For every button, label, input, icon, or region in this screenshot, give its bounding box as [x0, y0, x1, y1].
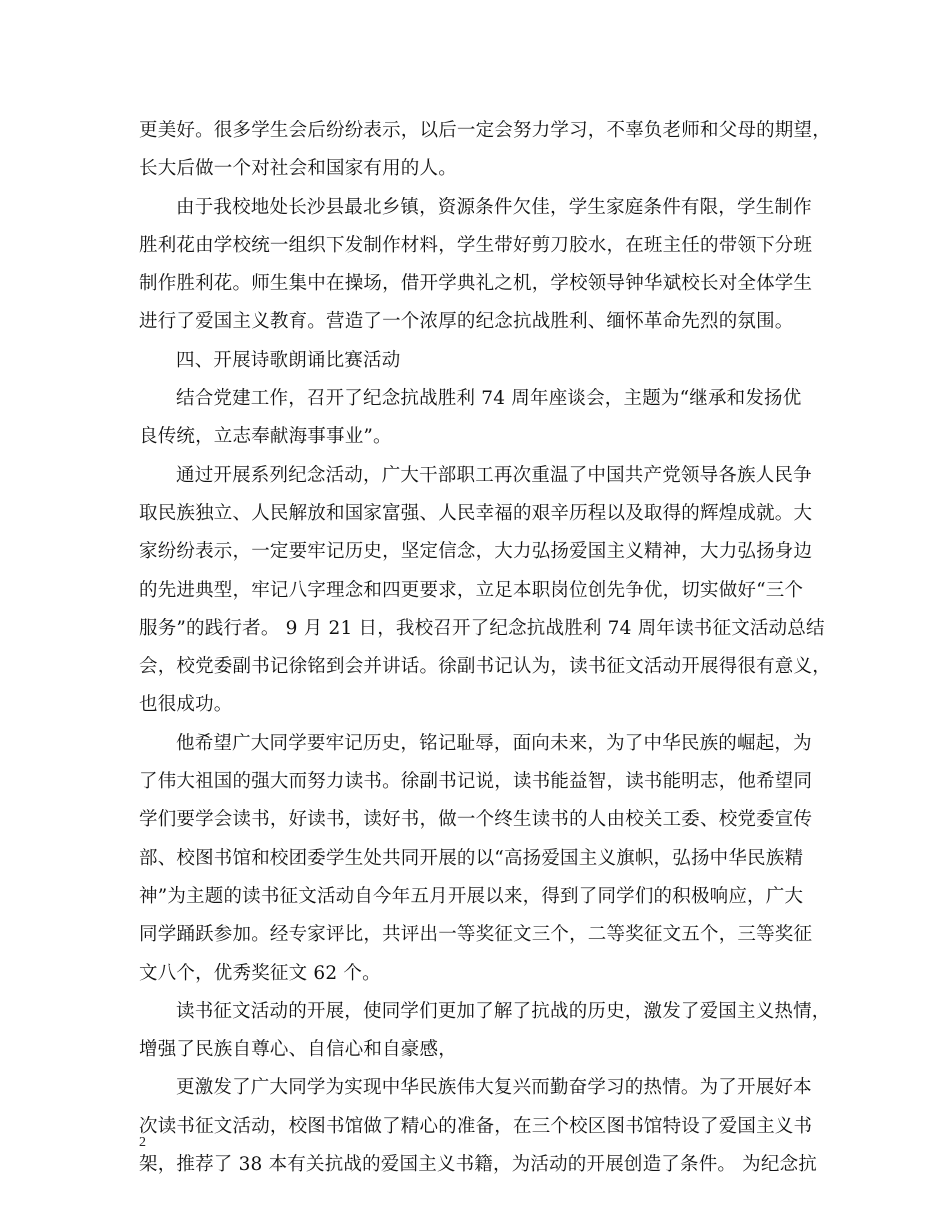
- text-line: 取民族独立、人民解放和国家富强、人民幸福的艰辛历程以及取得的辉煌成就。大: [139, 502, 813, 524]
- text-line: 良传统，立志奉献海事事业”。: [139, 426, 392, 448]
- paragraph-first-line: 读书征文活动的开展，使同学们更加了解了抗战的历史，激发了爱国主义热情，: [176, 1000, 831, 1022]
- text-line: 架，推荐了 38 本有关抗战的爱国主义书籍，为活动的开展创造了条件。 为纪念抗: [139, 1154, 817, 1176]
- text-line: 更美好。很多学生会后纷纷表示，以后一定会努力学习，不辜负老师和父母的期望，: [139, 120, 831, 141]
- text-line: 的先进典型，牢记八字理念和四更要求，立足本职岗位创先争优，切实做好“三个: [139, 579, 804, 601]
- text-line: 胜利花由学校统一组织下发制作材料，学生带好剪刀胶水，在班主任的带领下分班: [139, 234, 813, 256]
- text-line: 会，校党委副书记徐铭到会并讲话。徐副书记认为，读书征文活动开展得很有意义，: [139, 656, 831, 678]
- body-text: [139, 112, 832, 1184]
- text-line: 同学踊跃参加。经专家评比，共评出一等奖征文三个，二等奖征文五个，三等奖征: [139, 924, 813, 946]
- text-line: 神”为主题的读书征文活动自今年五月开展以来，得到了同学们的积极响应，广大: [139, 885, 804, 907]
- text-line: 进行了爱国主义教育。营造了一个浓厚的纪念抗战胜利、缅怀革命先烈的氛围。: [139, 311, 794, 333]
- text-line: 部、校图书馆和校团委学生处共同开展的以“高扬爱国主义旗帜，弘扬中华民族精: [139, 847, 804, 869]
- paragraph-first-line: 他希望广大同学要牢记历史，铭记耻辱，面向未来，为了中华民族的崛起，为: [176, 732, 812, 754]
- text-line: 了伟大祖国的强大而努力读书。徐副书记说，读书能益智，读书能明志，他希望同: [139, 771, 813, 793]
- text-line: 文八个，优秀奖征文 62 个。: [139, 962, 381, 984]
- page-number: 2: [139, 1135, 146, 1150]
- text-line: 次读书征文活动，校图书馆做了精心的准备，在三个校区图书馆特设了爱国主义书: [139, 1115, 813, 1137]
- paragraph-first-line: 由于我校地处长沙县最北乡镇，资源条件欠佳，学生家庭条件有限，学生制作: [176, 196, 812, 218]
- text-line: 也很成功。: [139, 694, 233, 716]
- paragraph-first-line: 通过开展系列纪念活动，广大干部职工再次重温了中国共产党领导各族人民争: [176, 464, 812, 486]
- paragraph-first-line: 结合党建工作，召开了纪念抗战胜利 74 周年座谈会，主题为“继承和发扬优: [176, 388, 802, 410]
- paragraph-first-line: 更激发了广大同学为实现中华民族伟大复兴而勤奋学习的热情。为了开展好本: [176, 1077, 812, 1099]
- text-line: 制作胜利花。师生集中在操场，借开学典礼之机，学校领导钟华斌校长对全体学生: [139, 273, 813, 295]
- text-line: 增强了民族自尊心、自信心和自豪感，: [139, 1039, 457, 1061]
- text-line: 长大后做一个对社会和国家有用的人。: [139, 158, 457, 180]
- text-line: 服务”的践行者。 9 月 21 日，我校召开了纪念抗战胜利 74 周年读书征文活动总结: [139, 617, 825, 639]
- section-heading: 四、开展诗歌朗诵比赛活动: [176, 349, 401, 371]
- text-line: 学们要学会读书，好读书，读好书，做一个终生读书的人由校关工委、校党委宣传: [139, 809, 813, 831]
- text-line: 家纷纷表示，一定要牢记历史，坚定信念，大力弘扬爱国主义精神，大力弘扬身边: [139, 541, 813, 563]
